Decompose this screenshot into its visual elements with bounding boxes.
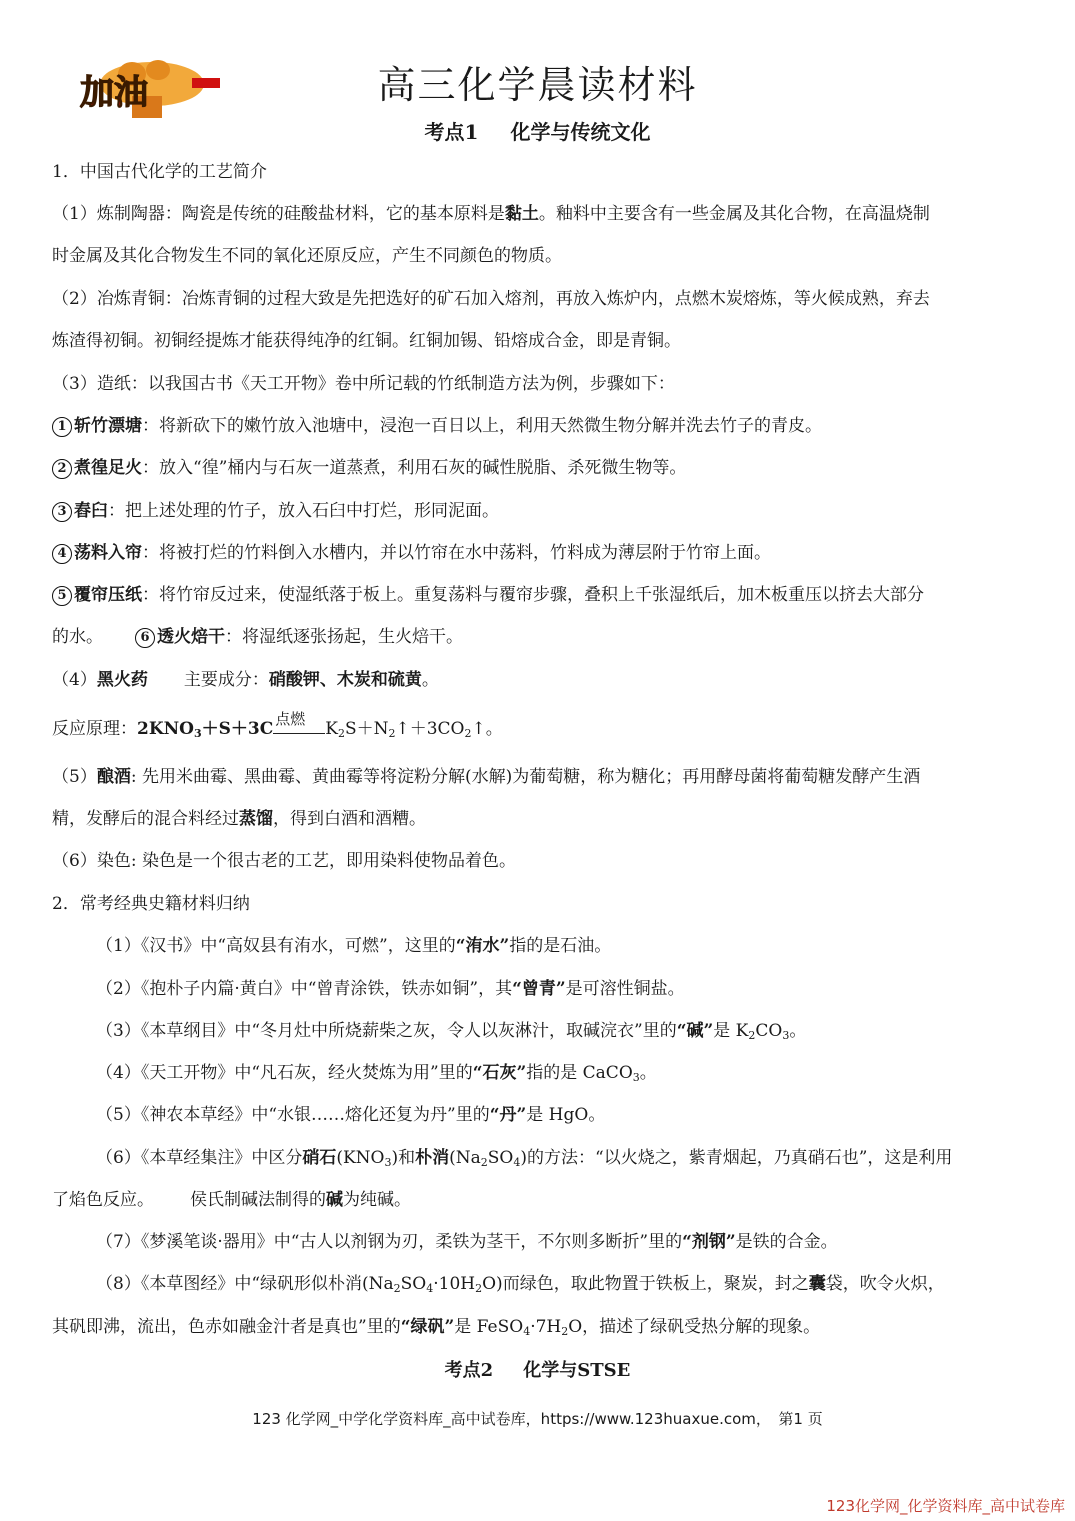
item-8-cont: 其矾即沸，流出，色赤如融金汁者是真也”里的“绿矾”是 $FeSO_4\cdot 7H_2O$，描述了绿矾受热分解的现象。 — [52, 1317, 821, 1338]
reaction-equation: 反应原理：$2KNO_3+S+3C$ 点燃 $K_2S+N_2↑+3CO_2↑$。 — [52, 710, 503, 740]
item-7: （7）《梦溪笔谈·器用》中“古人以剂钢为刃，柔铁为茎干，不尔则多断折”里的“剂钢”是铁的合金。 — [96, 1232, 838, 1252]
paragraph-gunpowder: （4）黑火药 主要成分：硝酸钾、木炭和硫黄。 — [52, 670, 439, 690]
item-6-cont: 了焰色反应。 侯氏制碱法制得的碱为纯碱。 — [52, 1190, 411, 1210]
topic2-number: 考点2 — [444, 1360, 494, 1381]
reaction-condition: 点燃 — [273, 718, 325, 738]
step-number-badge: 3 — [52, 502, 72, 522]
paragraph-ceramics: （1）炼制陶器：陶瓷是传统的硅酸盐材料，它的基本原料是黏土。釉料中主要含有一些金属及其化合物，在高温烧制 — [52, 204, 930, 224]
section2-heading: 2．常考经典史籍材料归纳 — [52, 894, 250, 914]
topic1-name: 化学与传统文化 — [510, 120, 651, 144]
item-5: （5）《神农本草经》中“水银……熔化还复为丹”里的“丹”是 HgO。 — [96, 1105, 606, 1125]
step-number-badge: 5 — [52, 586, 72, 606]
item-1: （1）《汉书》中“高奴县有洧水，可燃”，这里的“洧水”指的是石油。 — [96, 936, 612, 956]
item-6: （6）《本草经集注》中区分硝石$(KNO_3)$和朴消$(Na_2SO_4)$的方法：“以火烧之，紫青烟起，乃真硝石也”，这是利用 — [96, 1148, 953, 1169]
paragraph-ceramics-cont: 时金属及其化合物发生不同的氧化还原反应，产生不同颜色的物质。 — [52, 246, 562, 266]
topic1-number: 考点1 — [424, 120, 479, 144]
paragraph-bronze-cont: 炼渣得初铜。初铜经提炼才能获得纯净的红铜。红铜加锡、铅熔成合金，即是青铜。 — [52, 331, 681, 351]
watermark: 123化学网_化学资料库_高中试卷库 — [826, 1497, 1065, 1515]
step-5: 5 覆帘压纸：将竹帘反过来，使湿纸落于板上。重复荡料与覆帘步骤，叠积上千张湿纸后，加木板重压以挤去大部分 — [52, 582, 1023, 608]
section1-heading: 1．中国古代化学的工艺简介 — [52, 162, 267, 182]
step-2: 2 煮徨足火：放入“徨”桶内与石灰一道蒸煮，利用石灰的碱性脱脂、杀死微生物等。 — [52, 455, 1023, 481]
paragraph-bronze: （2）冶炼青铜：冶炼青铜的过程大致是先把选好的矿石加入熔剂，再放入炼炉内，点燃木炭熔炼，等火候成熟，弃去 — [52, 289, 930, 309]
step-number-badge: 1 — [52, 417, 72, 437]
step-4: 4 荡料入帘：将被打烂的竹料倒入水槽内，并以竹帘在水中荡料，竹料成为薄层附于竹帘上面。 — [52, 540, 1023, 566]
logo-text: 加油 — [80, 73, 148, 113]
item-8: （8）《本草图经》中“绿矾形似朴消$(Na_2SO_4\cdot 10H_2O)$而绿色，取此物置于铁板上，聚炭，封之囊袋，吹令火炽， — [96, 1274, 945, 1295]
topic1-heading — [0, 116, 1075, 145]
paragraph-paper: （3）造纸：以我国古书《天工开物》卷中所记载的竹纸制造方法为例，步骤如下： — [52, 374, 675, 394]
step-3: 3 舂臼：把上述处理的竹子，放入石臼中打烂，形同泥面。 — [52, 498, 1023, 524]
page-footer: 123 化学网_中学化学资料库_高中试卷库，https://www.123huaxue.com， 第1 页 — [252, 1410, 823, 1428]
step-1: 1 斩竹漂塘：将新砍下的嫩竹放入池塘中，浸泡一百日以上，利用天然微生物分解并洗去竹子的青皮。 — [52, 413, 1023, 439]
paragraph-wine: （5）酿酒: 先用米曲霉、黑曲霉、黄曲霉等将淀粉分解(水解)为葡萄糖，称为糖化；再用酵母菌将葡萄糖发酵产生酒 — [52, 767, 921, 787]
paragraph-wine-cont: 精，发酵后的混合料经过蒸馏，得到白酒和酒糟。 — [52, 809, 426, 829]
step-number-badge: 6 — [135, 628, 155, 648]
item-4: （4）《天工开物》中“凡石灰，经火焚炼为用”里的“石灰”指的是 CaCO$_3$。 — [96, 1063, 657, 1084]
step-number-badge: 4 — [52, 544, 72, 564]
item-3: （3）《本草纲目》中“冬月灶中所烧薪柴之灰，令人以灰淋汁，取碱浣衣”里的“碱”是 $K_2CO_3$。 — [96, 1021, 807, 1042]
paragraph-dyeing: （6）染色: 染色是一个很古老的工艺，即用染料使物品着色。 — [52, 851, 516, 871]
topic2-name: 化学与STSE — [523, 1360, 631, 1381]
page-title: 高三化学晨读材料 — [377, 63, 698, 107]
step-number-badge: 2 — [52, 459, 72, 479]
topic2-heading — [0, 1356, 1075, 1382]
step-5-cont-and-step-6: 的水。 6 透火焙干：将湿纸逐张扬起，生火焙干。 — [52, 627, 463, 647]
item-2: （2）《抱朴子内篇·黄白》中“曾青涂铁，铁赤如铜”，其“曾青”是可溶性铜盐。 — [96, 979, 685, 999]
